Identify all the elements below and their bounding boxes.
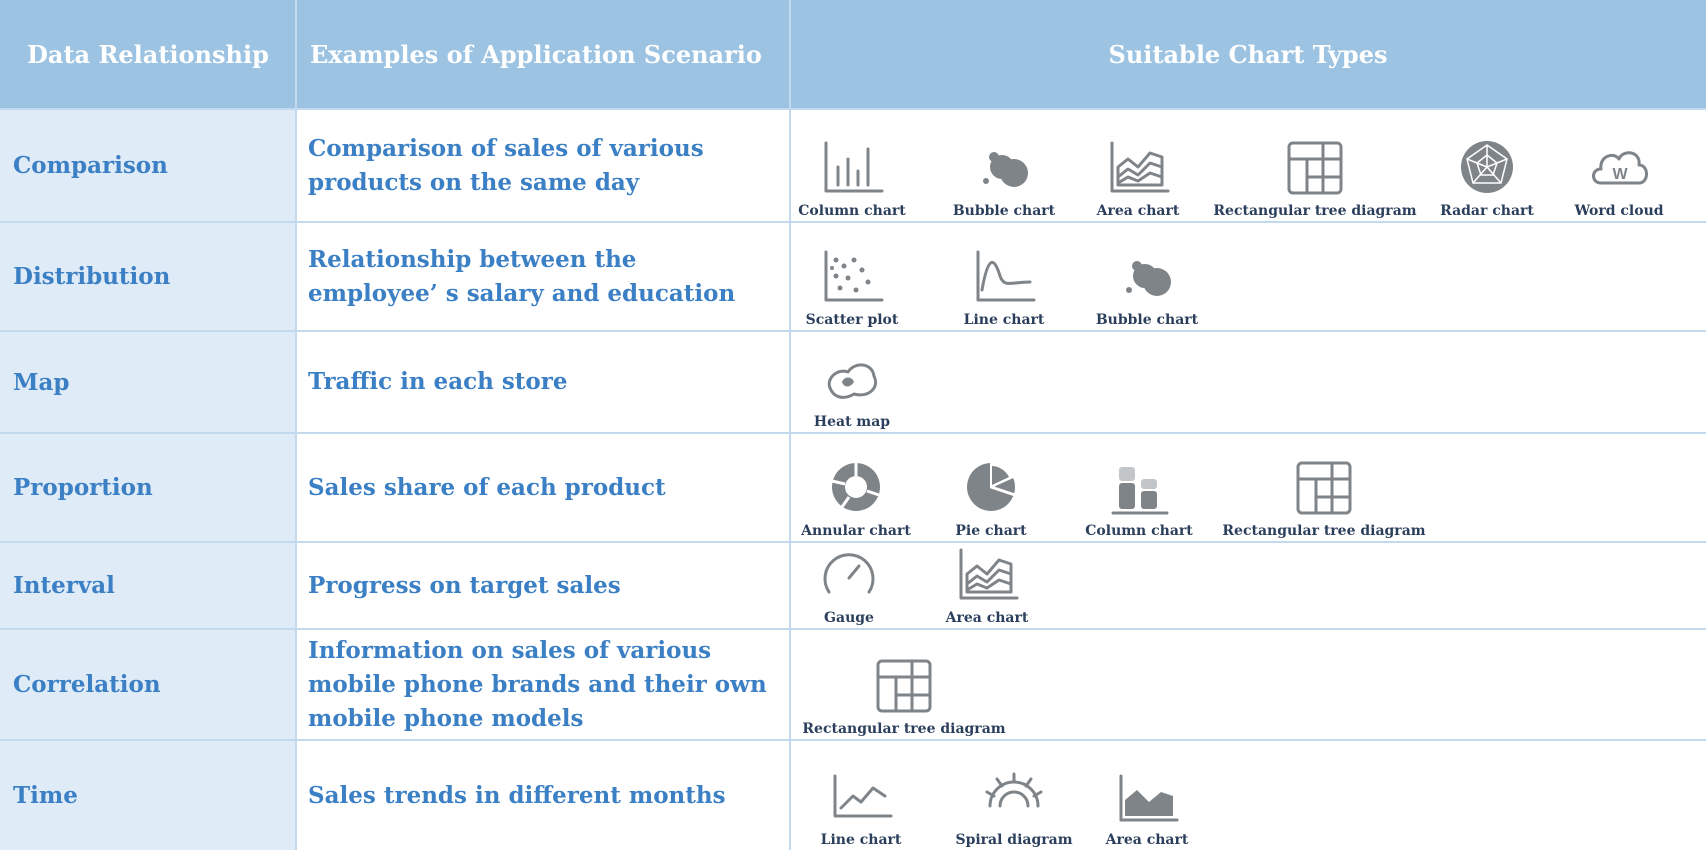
scenario-text: Sales share of each product — [308, 473, 666, 501]
scenario-text: Information on sales of various mobile phone brands and their own mobile phone models — [308, 636, 767, 732]
chart-type-label: Pie chart — [955, 523, 1027, 539]
chart-type-label: Rectangular tree diagram — [802, 721, 1006, 737]
row-divider — [0, 739, 1706, 741]
scenario-cell — [296, 630, 790, 739]
treemap-icon — [1283, 137, 1347, 197]
chart-type-item — [1037, 246, 1257, 328]
row-divider — [0, 330, 1706, 332]
table-row — [0, 741, 1706, 850]
row-divider — [0, 628, 1706, 630]
chart-type-label: Bubble chart — [1095, 312, 1199, 328]
chart-type-label: Area chart — [1096, 203, 1180, 219]
table-row — [0, 434, 1706, 541]
chart-type-label: Column chart — [798, 203, 906, 219]
relationship-cell: Map — [0, 332, 296, 432]
table-row — [0, 332, 1706, 432]
stacked-column-icon — [1107, 457, 1171, 517]
chart-type-label: Rectangular tree diagram — [1213, 203, 1417, 219]
chart-types-cell — [790, 434, 1706, 541]
line-chart-icon — [829, 766, 893, 826]
scenario-text: Progress on target sales — [308, 571, 621, 599]
line-chart-smooth-icon — [972, 246, 1036, 306]
chart-type-label: Line chart — [820, 832, 902, 848]
header-data-relationship: Data Relationship — [0, 0, 296, 109]
chart-types-cell — [790, 223, 1706, 330]
header-chart-types: Suitable Chart Types — [790, 0, 1706, 109]
chart-types-cell — [790, 543, 1706, 628]
scatter-plot-icon — [820, 246, 884, 306]
heat-map-icon — [820, 348, 884, 408]
column-chart-icon — [820, 137, 884, 197]
scenario-cell — [296, 110, 790, 221]
chart-types-cell — [790, 630, 1706, 739]
scenario-cell — [296, 741, 790, 850]
gauge-icon — [817, 544, 881, 604]
relationship-cell: Correlation — [0, 630, 296, 739]
area-chart-filled-icon — [1115, 766, 1179, 826]
table-row — [0, 110, 1706, 221]
table-row — [0, 543, 1706, 628]
pie-chart-icon — [959, 457, 1023, 517]
word-cloud-icon — [1587, 137, 1651, 197]
scenario-cell — [296, 332, 790, 432]
bubble-chart-icon — [972, 137, 1036, 197]
row-divider — [0, 541, 1706, 543]
chart-type-item — [1214, 457, 1434, 539]
row-divider — [0, 432, 1706, 434]
chart-type-item — [877, 544, 1097, 626]
chart-types-cell — [790, 110, 1706, 221]
chart-type-item — [1037, 766, 1257, 848]
chart-type-item — [1509, 137, 1706, 219]
bubble-chart-icon — [1115, 246, 1179, 306]
chart-type-label: Bubble chart — [952, 203, 1056, 219]
chart-type-item — [742, 348, 962, 430]
area-chart-icon — [1106, 137, 1170, 197]
chart-type-label: Word cloud — [1574, 203, 1664, 219]
row-divider — [0, 221, 1706, 223]
relationship-cell: Proportion — [0, 434, 296, 541]
scenario-text: Comparison of sales of various products on the same day — [308, 134, 704, 196]
chart-types-cell — [790, 332, 1706, 432]
treemap-icon — [1292, 457, 1356, 517]
scenario-text: Sales trends in different months — [308, 781, 726, 809]
treemap-icon — [872, 655, 936, 715]
table-row — [0, 630, 1706, 739]
area-chart-icon — [955, 544, 1019, 604]
chart-type-label: Line chart — [963, 312, 1045, 328]
column-divider — [295, 0, 297, 850]
chart-type-label: Area chart — [1105, 832, 1189, 848]
chart-type-label: Gauge — [824, 610, 874, 626]
chart-type-label: Spiral diagram — [955, 832, 1073, 848]
table-row — [0, 223, 1706, 330]
column-divider — [789, 0, 791, 850]
relationship-cell: Distribution — [0, 223, 296, 330]
chart-type-label: Column chart — [1085, 523, 1193, 539]
chart-type-label: Rectangular tree diagram — [1222, 523, 1426, 539]
chart-type-label: Area chart — [945, 610, 1029, 626]
relationship-cell: Time — [0, 741, 296, 850]
chart-type-label: Radar chart — [1440, 203, 1534, 219]
chart-types-cell — [790, 741, 1706, 850]
scenario-cell — [296, 543, 790, 628]
scenario-text: Traffic in each store — [308, 368, 568, 395]
annular-chart-icon — [824, 457, 888, 517]
chart-type-label: Scatter plot — [805, 312, 899, 328]
scenario-cell — [296, 223, 790, 330]
relationship-cell: Comparison — [0, 110, 296, 221]
chart-type-label: Annular chart — [801, 523, 911, 539]
scenario-cell — [296, 434, 790, 541]
scenario-text: Relationship between the employee’ s salary and education — [308, 245, 736, 307]
chart-type-item — [794, 655, 1014, 737]
svg-text:W: W — [1612, 166, 1628, 183]
header-application-scenario: Examples of Application Scenario — [296, 0, 790, 109]
chart-type-label: Heat map — [813, 414, 891, 430]
row-divider — [0, 108, 1706, 110]
relationship-cell: Interval — [0, 543, 296, 628]
